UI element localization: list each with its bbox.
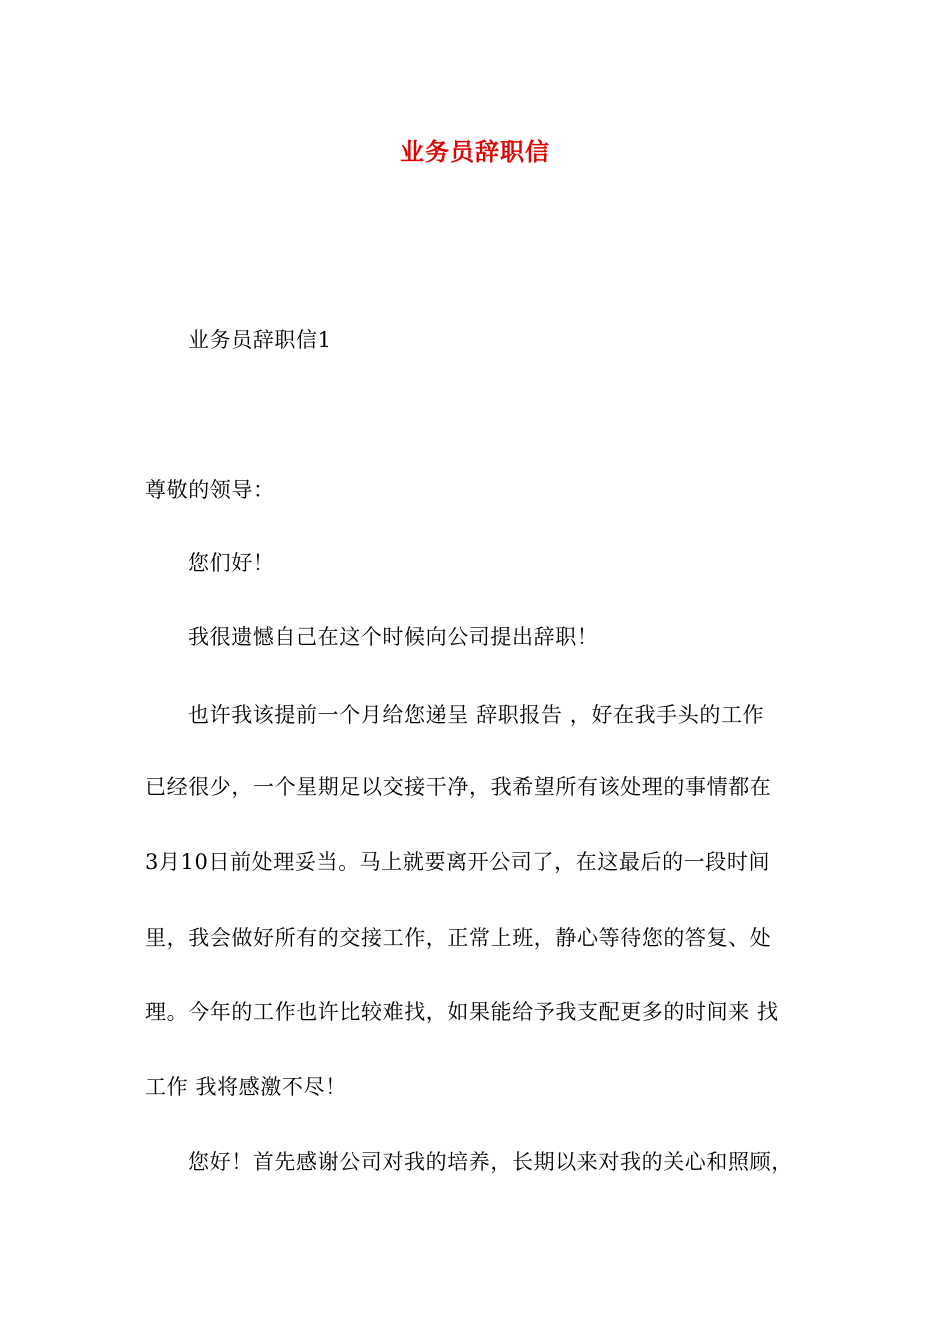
paragraph-line: 3月10日前处理妥当。马上就要离开公司了，在这最后的一段时间 [145, 850, 771, 874]
paragraph-line: 已经很少，一个星期足以交接干净，我希望所有该处理的事情都在 [145, 775, 772, 799]
salutation: 尊敬的领导： [145, 478, 275, 502]
document-title: 业务员辞职信 [400, 138, 550, 166]
paragraph-line: 也许我该提前一个月给您递呈 辞职报告 ，好在我手头的工作 [188, 703, 765, 727]
paragraph-line: 我很遗憾自己在这个时候向公司提出辞职！ [188, 625, 599, 649]
paragraph-line: 您好！首先感谢公司对我的培养，长期以来对我的关心和照顾， [188, 1150, 793, 1174]
paragraph-line: 工作 我将感激不尽！ [145, 1075, 347, 1099]
greeting: 您们好！ [188, 551, 275, 575]
section-heading: 业务员辞职信1 [188, 328, 332, 352]
paragraph-line: 理。今年的工作也许比较难找，如果能给予我支配更多的时间来 找 [145, 1000, 779, 1024]
paragraph-line: 里，我会做好所有的交接工作，正常上班，静心等待您的答复、处 [145, 926, 772, 950]
